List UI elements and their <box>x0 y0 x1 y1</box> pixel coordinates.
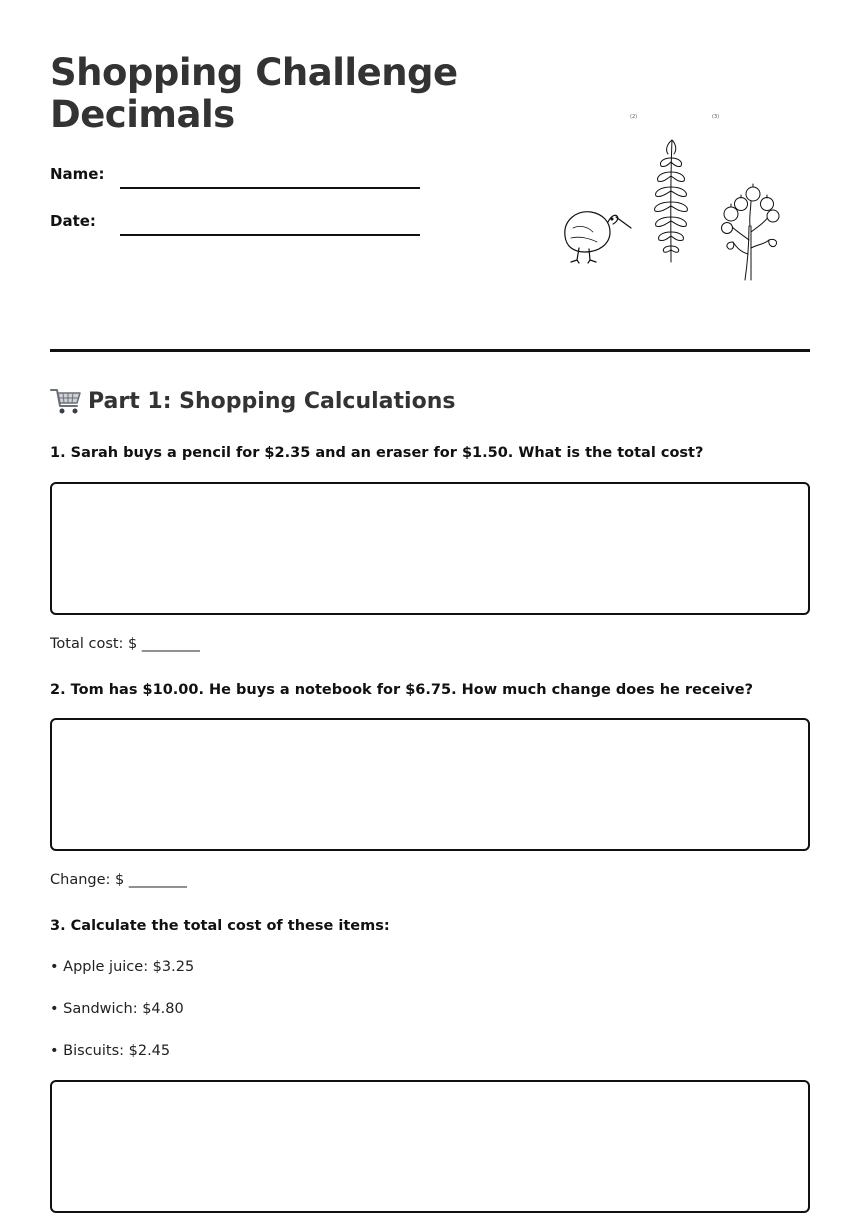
question-1: 1. Sarah buys a pencil for $2.35 and an eraser for $1.50. What is the total cost? <box>50 445 704 461</box>
question-2: 2. Tom has $10.00. He buys a notebook for $6.75. How much change does he receive? <box>50 682 754 698</box>
part1-heading-text: Part 1: Shopping Calculations <box>88 388 456 414</box>
list-item: • Apple juice: $3.25 <box>50 959 195 975</box>
answer-box-1[interactable] <box>50 482 810 615</box>
answer-box-3[interactable] <box>50 1080 810 1213</box>
title-line-2: Decimals <box>50 93 235 136</box>
part1-heading <box>50 386 455 416</box>
answer-line-1: Total cost: $ ________ <box>50 636 200 652</box>
list-item: • Biscuits: $2.45 <box>50 1043 171 1059</box>
answer-box-2[interactable] <box>50 718 810 851</box>
shopping-cart-icon <box>50 386 82 416</box>
date-field-row <box>50 212 420 236</box>
title-line-1: Shopping Challenge <box>50 51 458 94</box>
worksheet-title <box>50 52 458 136</box>
name-field-row <box>50 165 420 189</box>
section-divider <box>50 349 810 352</box>
list-item: • Sandwich: $4.80 <box>50 1001 184 1017</box>
date-label: Date: <box>50 212 96 230</box>
answer-line-2: Change: $ ________ <box>50 872 187 888</box>
nature-illustration <box>555 108 795 288</box>
illustration-caption-right: (3) <box>712 114 720 120</box>
question-3: 3. Calculate the total cost of these items: <box>50 918 390 934</box>
name-field[interactable] <box>120 187 420 189</box>
illustration-caption-left: (2) <box>630 114 638 120</box>
kiwi-bird-icon <box>565 212 631 263</box>
berry-branch-icon <box>722 184 780 280</box>
name-label: Name: <box>50 165 105 183</box>
date-field[interactable] <box>120 234 420 236</box>
fern-frond-icon <box>655 140 688 262</box>
